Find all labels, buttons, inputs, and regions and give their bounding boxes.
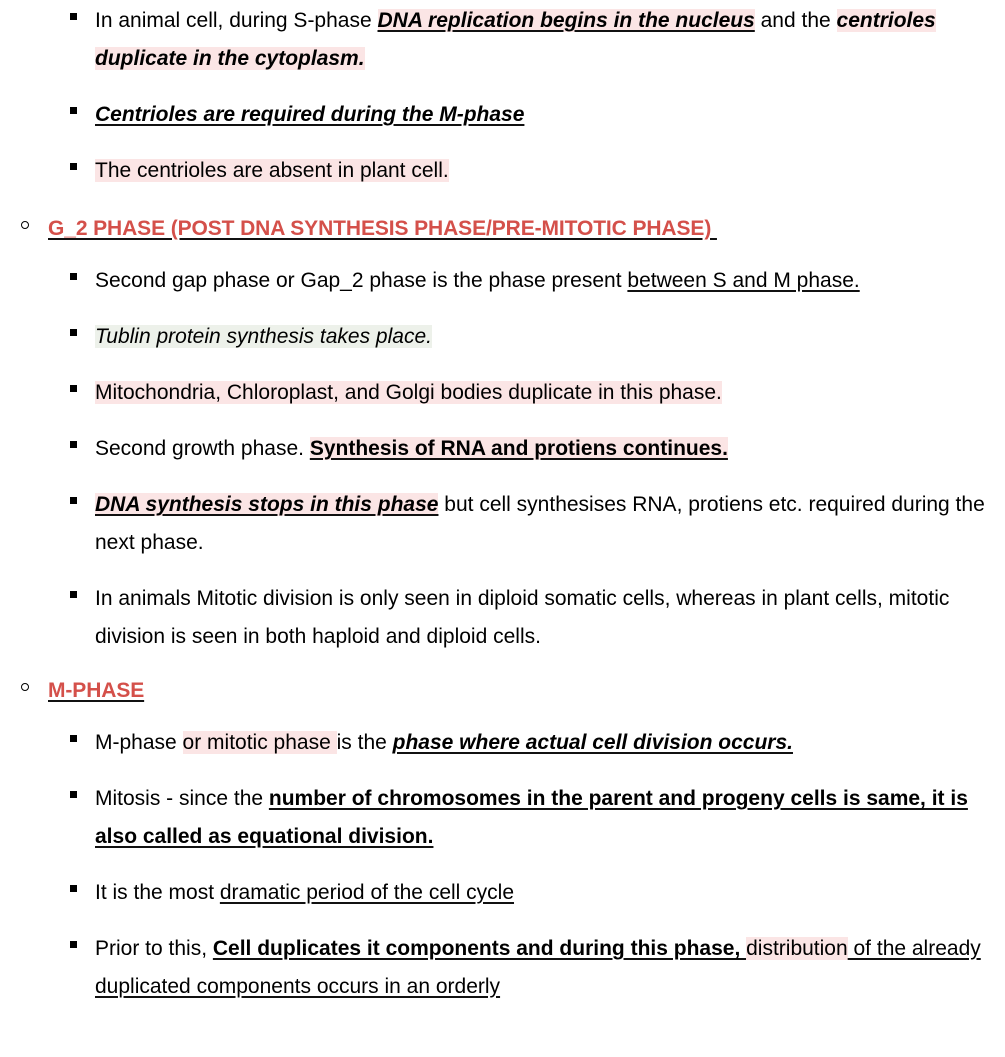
text-run: Mitosis - since the (95, 787, 269, 810)
text-run: M-phase (95, 731, 183, 754)
outline-bullet-item (0, 780, 1005, 856)
outline-bullet-item (0, 430, 1005, 468)
outline-bullet-item (0, 724, 1005, 762)
bullet-text (95, 486, 1005, 562)
text-run: Cell duplicates it components and during this phase, (212, 937, 747, 960)
bullet-text (95, 2, 1005, 78)
text-run: Centrioles are required during the M-phase (95, 103, 525, 126)
bullet-text (95, 318, 1005, 356)
text-run: It is the most (95, 881, 220, 904)
bullet-text (95, 430, 1005, 468)
outline-bullet-item (0, 374, 1005, 412)
outline-list (0, 2, 1005, 1006)
outline-bullet-item (0, 930, 1005, 1006)
square-bullet-icon (70, 329, 77, 336)
text-run: DNA synthesis stops in this phase (95, 493, 439, 516)
text-run: In animal cell, during S-phase (95, 9, 378, 32)
text-run: M-PHASE (48, 679, 145, 702)
text-run: between S and M phase. (627, 269, 860, 292)
bullet-text (95, 374, 1005, 412)
square-bullet-icon (70, 885, 77, 892)
outline-bullet-item (0, 262, 1005, 300)
square-bullet-icon (70, 735, 77, 742)
square-bullet-icon (70, 497, 77, 504)
square-bullet-icon (70, 941, 77, 948)
text-run: Prior to this, (95, 937, 213, 960)
bullet-text (95, 724, 1005, 762)
square-bullet-icon (70, 273, 77, 280)
square-bullet-icon (70, 107, 77, 114)
circle-bullet-icon (21, 683, 29, 691)
text-run: distribution (746, 937, 848, 960)
text-run: Tublin protein synthesis takes place. (95, 325, 432, 348)
outline-bullet-item (0, 318, 1005, 356)
bullet-text (95, 262, 1005, 300)
text-run: but cell synthesises RNA, protiens etc. required during the next phase. (95, 493, 985, 554)
bullet-text (95, 874, 1005, 912)
text-run: dramatic period of the cell cycle (219, 881, 515, 904)
text-run: centrioles duplicate in the cytoplasm. (95, 9, 936, 70)
heading-text (48, 679, 145, 702)
outline-bullet-item (0, 486, 1005, 562)
bullet-text (95, 780, 1005, 856)
text-run: of the already duplicated components occurs in an orderly (95, 937, 981, 998)
outline-heading-item (0, 214, 1005, 244)
text-run: or mitotic phase (182, 731, 337, 754)
text-run: is the (336, 731, 393, 754)
text-run: number of chromosomes in the parent and progeny cells is same, it is also called as equational division. (95, 787, 968, 848)
text-run: Second growth phase. (95, 437, 310, 460)
text-run: In animals Mitotic division is only seen in diploid somatic cells, whereas in plant cells, mitotic division is seen in both haploid and diploid cells. (95, 587, 950, 648)
text-run: The centrioles are absent in plant cell. (95, 159, 449, 182)
bullet-text (95, 96, 1005, 134)
text-run: phase where actual cell division occurs. (392, 731, 793, 754)
square-bullet-icon (70, 385, 77, 392)
square-bullet-icon (70, 791, 77, 798)
outline-bullet-item (0, 580, 1005, 656)
square-bullet-icon (70, 441, 77, 448)
outline-bullet-item (0, 2, 1005, 78)
bullet-text (95, 930, 1005, 1006)
heading-text (48, 217, 717, 240)
bullet-text (95, 580, 1005, 656)
square-bullet-icon (70, 13, 77, 20)
text-run: DNA replication begins in the nucleus (377, 9, 755, 32)
text-run: Second gap phase or Gap_2 phase is the phase present (95, 269, 628, 292)
circle-bullet-icon (21, 221, 29, 229)
text-run: G_2 PHASE (POST DNA SYNTHESIS PHASE/PRE-MITOTIC PHASE) (48, 217, 717, 240)
outline-bullet-item (0, 874, 1005, 912)
outline-heading-item (0, 676, 1005, 706)
square-bullet-icon (70, 163, 77, 170)
text-run: Mitochondria, Chloroplast, and Golgi bodies duplicate in this phase. (95, 381, 722, 404)
bullet-text (95, 152, 1005, 190)
text-run: Synthesis of RNA and protiens continues. (309, 437, 728, 460)
outline-bullet-item (0, 96, 1005, 134)
square-bullet-icon (70, 591, 77, 598)
outline-bullet-item (0, 152, 1005, 190)
text-run: and the (754, 9, 837, 32)
